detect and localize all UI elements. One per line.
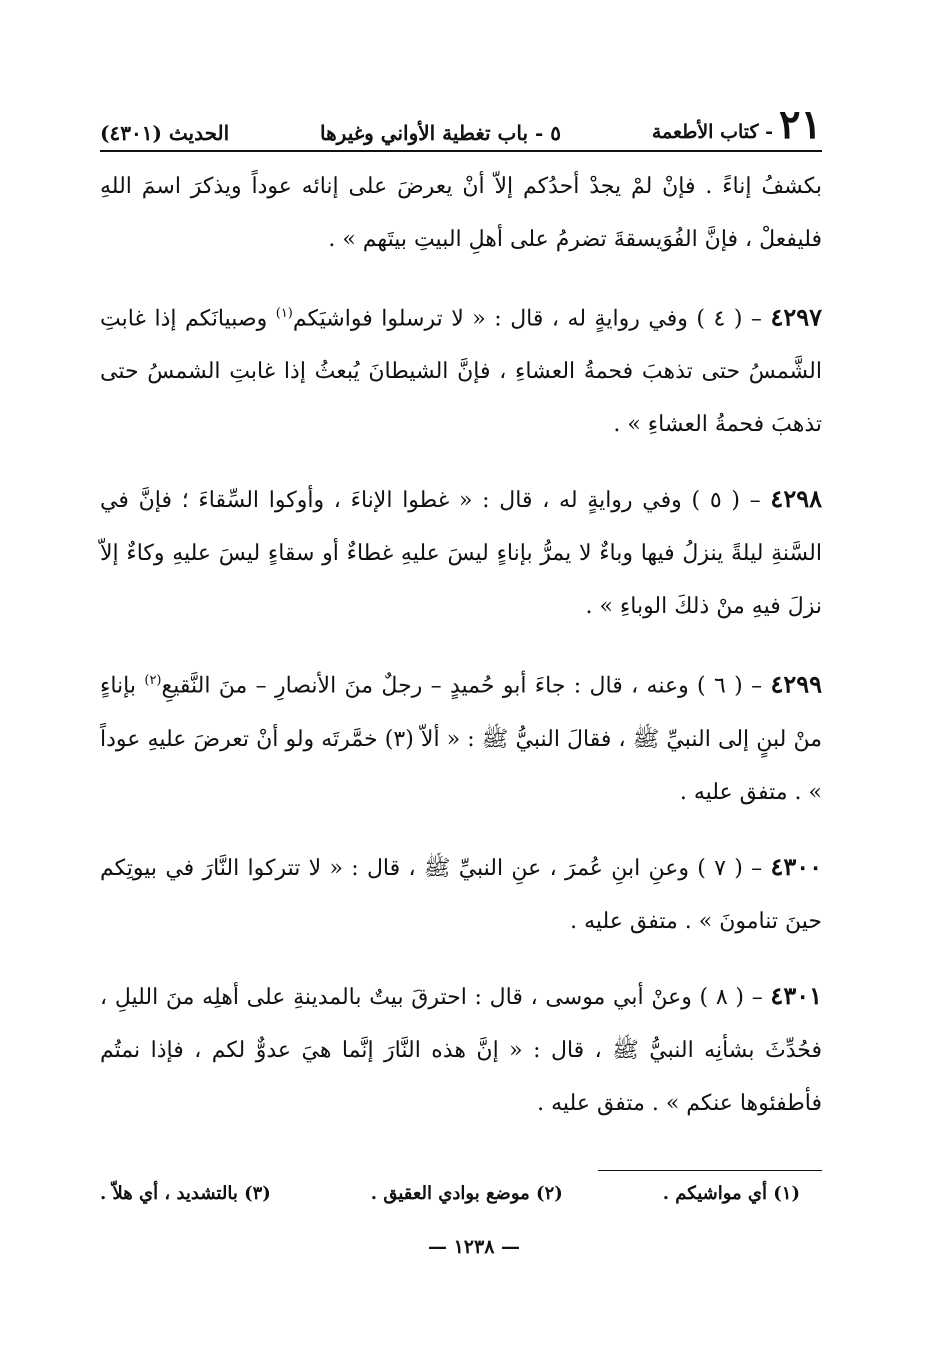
continuation-paragraph: بكشفُ إناءً . فإنْ لمْ يجدْ أحدُكم إلاّ أنْ يعرضَ على إنائه عوداً ويذكرَ اسمَ اللهِ فليفعلْ ، فإنَّ الفُوَيسقةَ تضرمُ على أهلِ البيتِ بيتَهم » . bbox=[100, 174, 822, 252]
page-number: — ١٢٣٨ — bbox=[427, 1236, 521, 1258]
hadith-4301 bbox=[100, 969, 822, 1130]
hadith-text: – ( ٤ ) وفي روايةٍ له ، قال : « لا ترسلوا فواشيَكم bbox=[292, 306, 762, 332]
book-heading bbox=[651, 101, 822, 148]
hadith-number: ٤٢٩٨ bbox=[770, 484, 822, 514]
chapter-title: ٥ - باب تغطية الأواني وغيرها bbox=[320, 121, 561, 145]
hadith-number: ٤٣٠١ bbox=[770, 980, 822, 1010]
running-header bbox=[100, 95, 822, 148]
hadith-text-continued: بإناءٍ منْ لبنٍ إلى النبيِّ ﷺ ، فقالَ النبيُّ ﷺ : « ألاّ (٣) خمَّرتَه ولو أنْ تعرضَ عليهِ عوداً » . متفق عليه . bbox=[100, 673, 822, 805]
footnote-3: (٣) بالتشديد ، أي هلاّ . bbox=[100, 1183, 271, 1204]
hadith-text: – ( ٥ ) وفي روايةٍ له ، قال : « غطوا الإناءَ ، وأوكوا السِّقاءَ ؛ فإنَّ في السَّنةِ ليلةً ينزلُ فيها وباءٌ لا يمرُّ بإناءٍ ليسَ عليهِ غطاءٌ أو سقاءٍ ليسَ عليهِ وكاءٌ إلاّ نزلَ فيهِ منْ ذلكَ الوباءِ » . bbox=[100, 488, 822, 620]
hadith-4297 bbox=[100, 287, 822, 451]
hadith-4298 bbox=[100, 472, 822, 633]
footnote-2: (٢) موضع بوادي العقيق . bbox=[370, 1183, 563, 1204]
book-title: - كتاب الأطعمة bbox=[651, 121, 774, 143]
footnote-1: (١) أي مواشيكم . bbox=[662, 1183, 800, 1204]
footnote-rule bbox=[598, 1170, 822, 1171]
hadith-number: ٤٢٩٧ bbox=[770, 302, 823, 332]
hadith-4300 bbox=[100, 840, 822, 948]
hadith-number: ٤٣٠٠ bbox=[770, 851, 822, 881]
main-text bbox=[100, 160, 822, 1151]
hadith-text-continued: وصبيانَكم إذا غابتِ الشَّمسُ حتى تذهبَ فحمةُ العشاءِ ، فإنَّ الشيطانَ يُبعثُ إذا غابتِ الشمسُ حتى تذهبَ فحمةُ العشاءِ » . bbox=[100, 306, 822, 438]
hadith-text: – ( ٧ ) وعنِ ابنِ عُمرَ ، عنِ النبيِّ ﷺ ، قال : « لا تتركوا النَّارَ في بيوتِكم حينَ تنامونَ » . متفق عليه . bbox=[100, 855, 822, 934]
hadith-text: – ( ٦ ) وعنه ، قال : جاءَ أبو حُميدٍ – رجلٌ منَ الأنصارِ – منَ النَّقيعِ bbox=[161, 673, 763, 699]
footnote-ref: (١) bbox=[275, 306, 293, 321]
book-number: ٢١ bbox=[779, 101, 822, 148]
header-rule bbox=[100, 150, 822, 152]
footnotes bbox=[100, 1183, 800, 1204]
hadith-range: الحديث (٤٣٠١) bbox=[100, 121, 230, 145]
hadith-4299 bbox=[100, 654, 822, 818]
hadith-text: – ( ٨ ) وعنْ أبي موسى ، قال : احترقَ بيتٌ بالمدينةِ على أهلِه منَ الليلِ ، فحُدِّثَ بشأنِه النبيُّ ﷺ ، قال : « إنَّ هذه النَّارَ إنَّما هيَ عدوٌّ لكم ، فإذا نمتُم فأطفئوها عنكم » . متفق عليه . bbox=[100, 984, 822, 1116]
footnote-ref: (٢) bbox=[144, 673, 162, 689]
hadith-number: ٤٢٩٩ bbox=[770, 669, 823, 699]
